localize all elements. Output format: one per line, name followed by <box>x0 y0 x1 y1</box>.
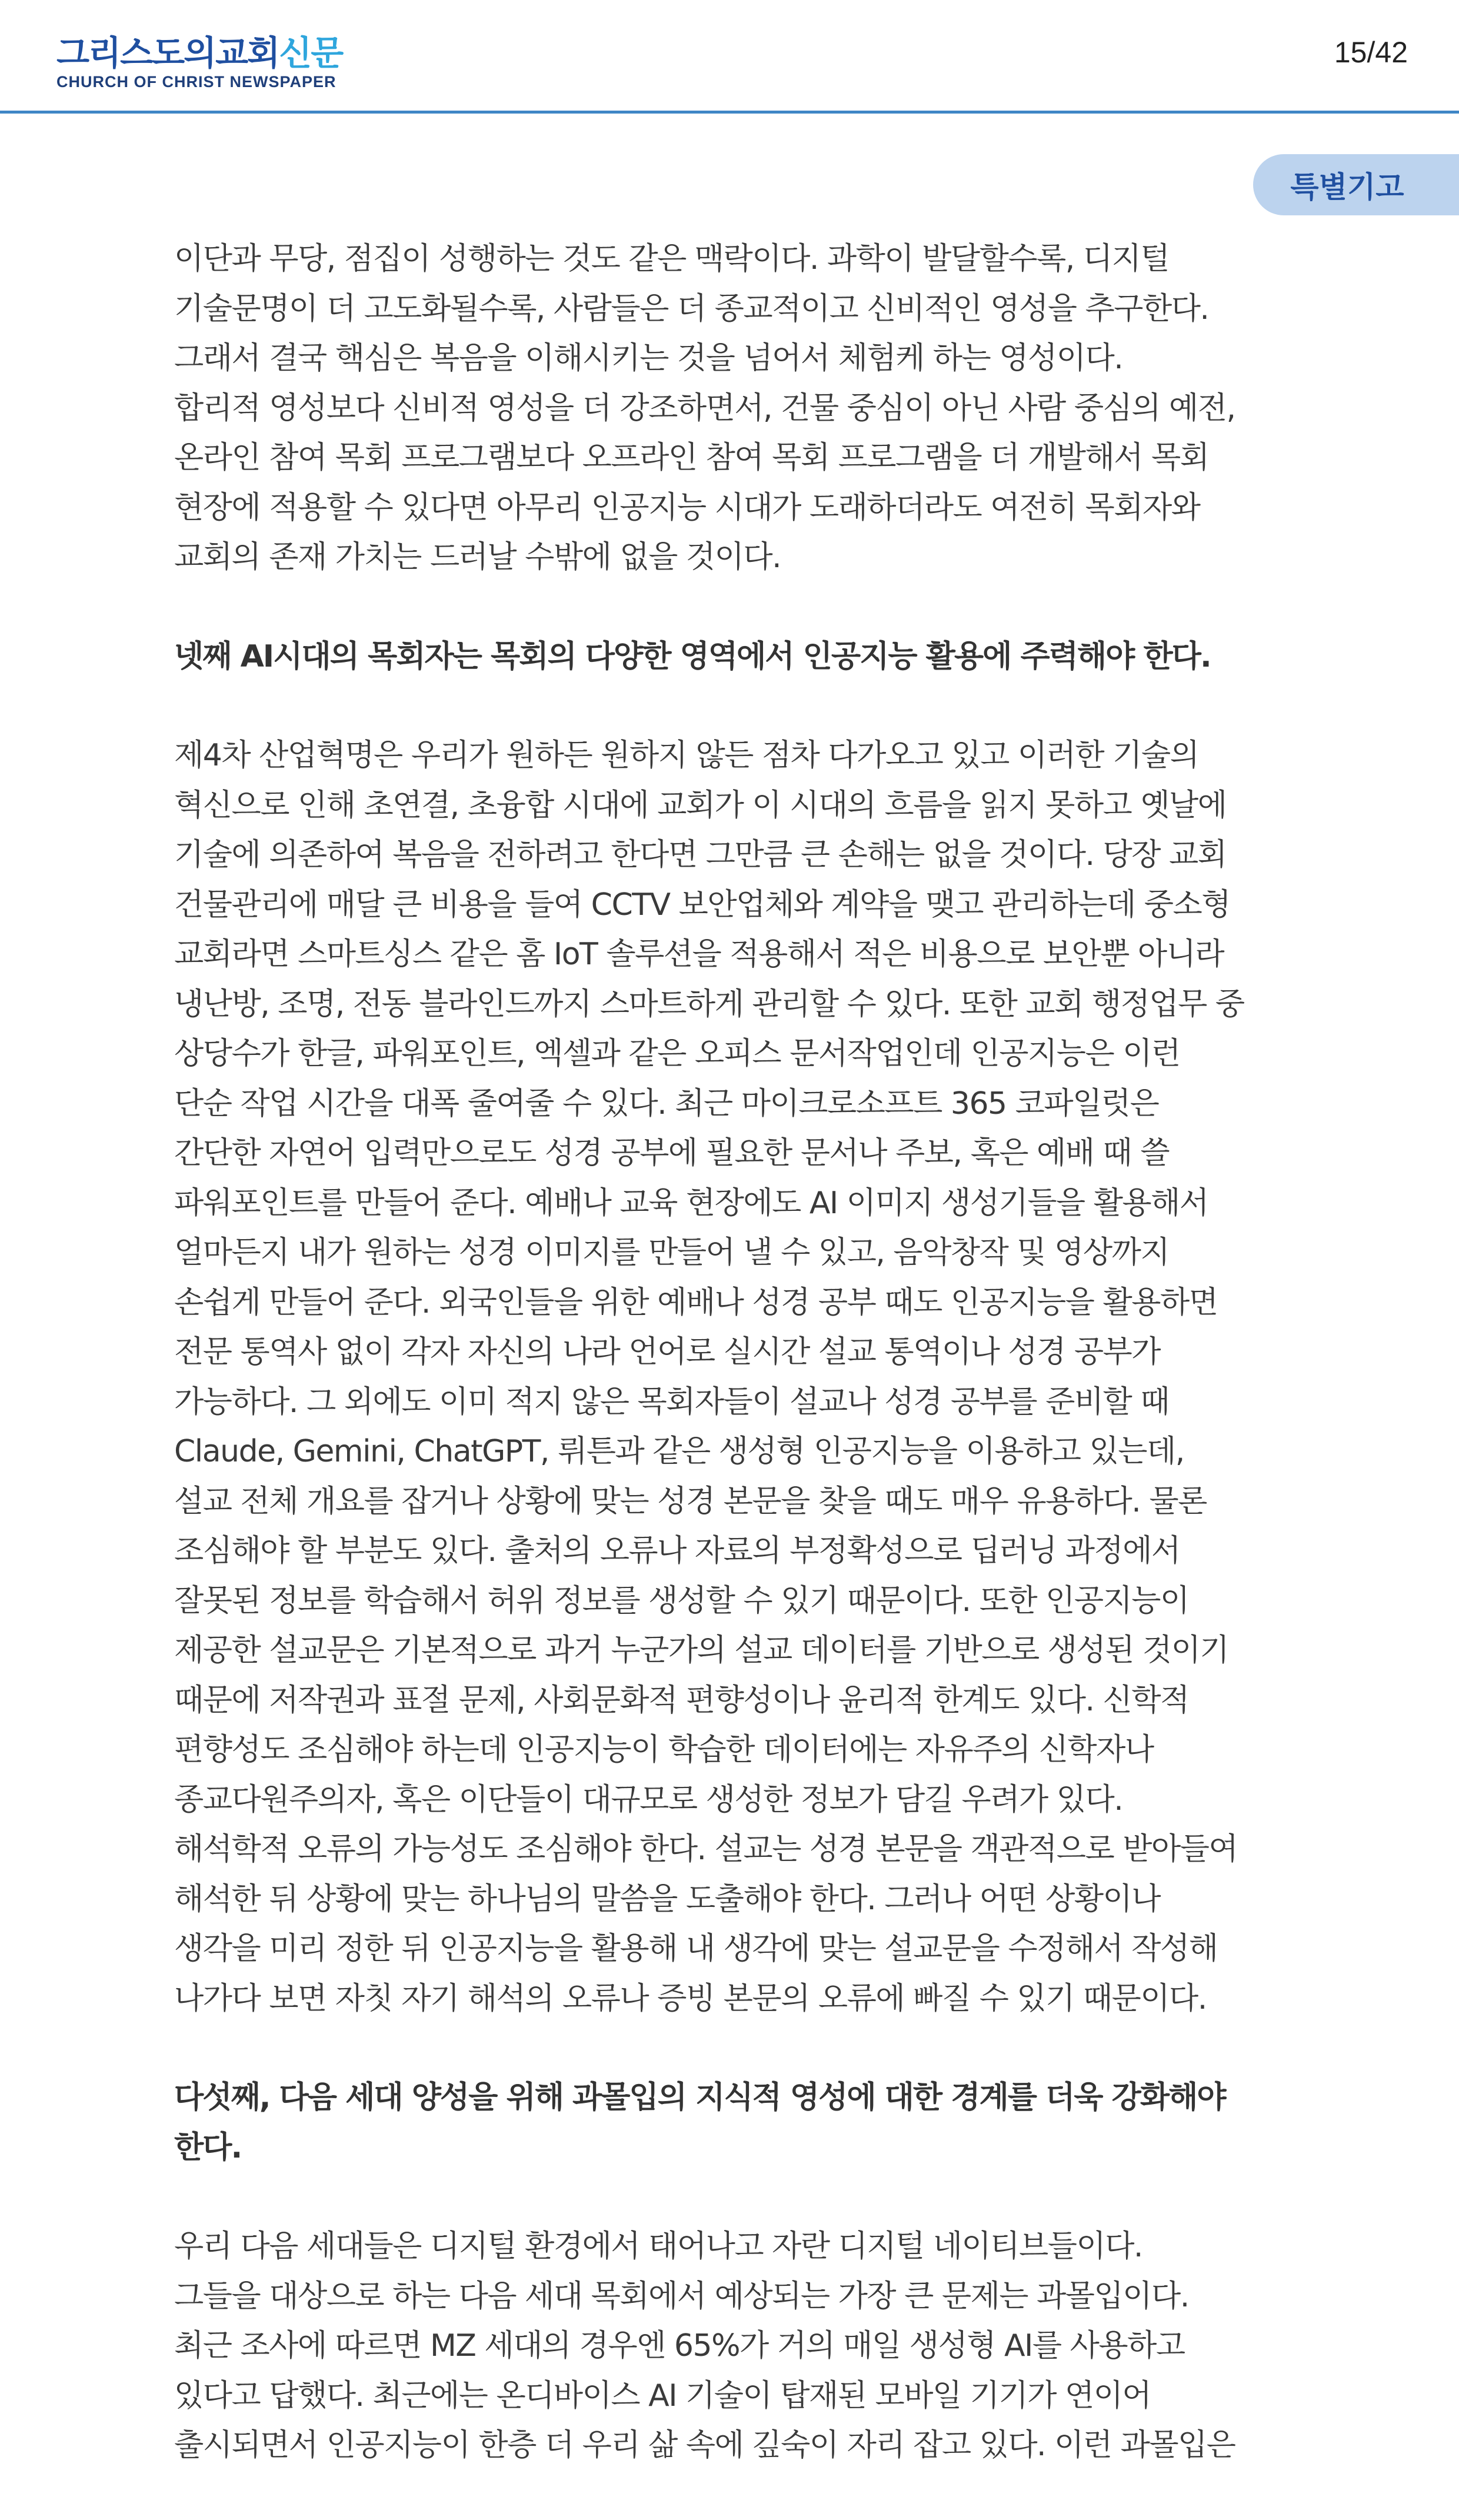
text-line: 혁신으로 인해 초연결, 초융합 시대에 교회가 이 시대의 흐름을 읽지 못하고 옛날에 <box>174 787 1227 823</box>
logo-accent-text: 신문 <box>279 33 343 73</box>
logo-english-title: CHURCH OF CHRIST NEWSPAPER <box>56 73 337 91</box>
text-line: 기술에 의존하여 복음을 전하려고 한다면 그만큼 큰 손해는 없을 것이다. 당장 교회 <box>174 837 1227 873</box>
text-line: 현장에 적용할 수 있다면 아무리 인공지능 시대가 도래하더라도 여전히 목회자와 <box>174 490 1200 525</box>
text-line: 그래서 결국 핵심은 복음을 이해시키는 것을 넘어서 체험케 하는 영성이다. <box>174 341 1123 376</box>
page-header <box>0 0 1459 114</box>
section-tag <box>1253 154 1459 215</box>
section-tag-label: 특별기고 <box>1290 170 1404 204</box>
text-line: 이단과 무당, 점집이 성행하는 것도 같은 맥락이다. 과학이 발달할수록, 디지털 <box>174 241 1170 277</box>
logo-main-text: 그리스도의교회 <box>56 33 279 73</box>
text-line: 온라인 참여 목회 프로그램보다 오프라인 참여 목회 프로그램을 더 개발해서 목회 <box>174 440 1209 475</box>
text-line: 최근 조사에 따르면 MZ 세대의 경우엔 65%가 거의 매일 생성형 AI를 사용하고 <box>174 2328 1185 2363</box>
text-line: 합리적 영성보다 신비적 영성을 더 강조하면서, 건물 중심이 아닌 사람 중심의 예전, <box>174 390 1235 426</box>
text-line: 그들을 대상으로 하는 다음 세대 목회에서 예상되는 가장 큰 문제는 과몰입이다. <box>174 2278 1189 2314</box>
text-line: 가능하다. 그 외에도 이미 적지 않은 목회자들이 설교나 성경 공부를 준비할 때 <box>174 1384 1170 1420</box>
body-paragraph <box>174 731 1321 2023</box>
text-line: 해석학적 오류의 가능성도 조심해야 한다. 설교는 성경 본문을 객관적으로 받아들여 <box>174 1832 1238 1867</box>
article-body <box>174 234 1321 2520</box>
text-line: 파워포인트를 만들어 준다. 예배나 교육 현장에도 AI 이미지 생성기들을 활용해서 <box>174 1185 1208 1221</box>
text-line: 한다. <box>174 2129 242 2165</box>
text-line: 교회라면 스마트싱스 같은 홈 IoT 솔루션을 적용해서 적은 비용으로 보안뿐 아니라 <box>174 937 1224 972</box>
text-line: 나가다 보면 자칫 자기 해석의 오류나 증빙 본문의 오류에 빠질 수 있기 때문이다. <box>174 1980 1207 2016</box>
section-heading <box>174 632 1321 682</box>
text-line: 전문 통역사 없이 각자 자신의 나라 언어로 실시간 설교 통역이나 성경 공부가 <box>174 1334 1161 1370</box>
text-line: 생각을 미리 정한 뒤 인공지능을 활용해 내 생각에 맞는 설교문을 수정해서 작성해 <box>174 1931 1218 1966</box>
text-line: 제공한 설교문은 기본적으로 과거 누군가의 설교 데이터를 기반으로 생성된 것이기 <box>174 1633 1229 1668</box>
body-paragraph <box>174 2222 1321 2471</box>
text-line: 교회의 존재 가치는 드러날 수밖에 없을 것이다. <box>174 540 781 575</box>
text-line: 우리 다음 세대들은 디지털 환경에서 태어나고 자란 디지털 네이티브들이다. <box>174 2229 1142 2264</box>
text-line: 건물관리에 매달 큰 비용을 들여 CCTV 보안업체와 계약을 맺고 관리하는데 중소형 <box>174 887 1230 923</box>
text-line: 넷째 AI시대의 목회자는 목회의 다양한 영역에서 인공지능 활용에 주력해야 한다. <box>174 638 1211 674</box>
text-line: 간단한 자연어 입력만으로도 성경 공부에 필요한 문서나 주보, 혹은 예배 때 쓸 <box>174 1136 1170 1171</box>
text-line: 있다고 답했다. 최근에는 온디바이스 AI 기술이 탑재된 모바일 기기가 연이어 <box>174 2378 1151 2414</box>
newspaper-logo <box>56 34 342 91</box>
text-line: 조심해야 할 부분도 있다. 출처의 오류나 자료의 부정확성으로 딥러닝 과정에서 <box>174 1533 1180 1569</box>
logo-korean-title <box>56 34 342 72</box>
text-line: 편향성도 조심해야 하는데 인공지능이 학습한 데이터에는 자유주의 신학자나 <box>174 1732 1154 1767</box>
text-line: 해석한 뒤 상황에 맞는 하나님의 말씀을 도출해야 한다. 그러나 어떤 상황이나 <box>174 1881 1161 1917</box>
text-line: 때문에 저작권과 표절 문제, 사회문화적 편향성이나 윤리적 한계도 있다. 신학적 <box>174 1682 1189 1718</box>
section-heading <box>174 2073 1321 2172</box>
text-line: 잘못된 정보를 학습해서 허위 정보를 생성할 수 있기 때문이다. 또한 인공지능이 <box>174 1583 1189 1619</box>
body-paragraph <box>174 234 1321 582</box>
page-number: 15/42 <box>1334 36 1408 69</box>
text-line: 손쉽게 만들어 준다. 외국인들을 위한 예배나 성경 공부 때도 인공지능을 활용하면 <box>174 1284 1218 1320</box>
text-line: 다섯째, 다음 세대 양성을 위해 과몰입의 지식적 영성에 대한 경계를 더욱 강화해야 <box>174 2080 1225 2115</box>
text-line: Claude, Gemini, ChatGPT, 뤼튼과 같은 생성형 인공지능을 이용하고 있는데, <box>174 1434 1184 1469</box>
text-line: 단순 작업 시간을 대폭 줄여줄 수 있다. 최근 마이크로소프트 365 코파일럿은 <box>174 1086 1159 1121</box>
text-line: 종교다원주의자, 혹은 이단들이 대규모로 생성한 정보가 담길 우려가 있다. <box>174 1782 1123 1817</box>
text-line: 기술문명이 더 고도화될수록, 사람들은 더 종교적이고 신비적인 영성을 추구한다. <box>174 291 1209 327</box>
text-line: 상당수가 한글, 파워포인트, 엑셀과 같은 오피스 문서작업인데 인공지능은 이런 <box>174 1036 1180 1071</box>
text-line: 냉난방, 조명, 전동 블라인드까지 스마트하게 관리할 수 있다. 또한 교회 행정업무 중 <box>174 986 1244 1022</box>
text-line: 설교 전체 개요를 잡거나 상황에 맞는 성경 본문을 찾을 때도 매우 유용하다. 물론 <box>174 1483 1207 1519</box>
text-line: 제4차 산업혁명은 우리가 원하든 원하지 않든 점차 다가오고 있고 이러한 기술의 <box>174 738 1199 773</box>
text-line: 출시되면서 인공지능이 한층 더 우리 삶 속에 깊숙이 자리 잡고 있다. 이런 과몰입은 <box>174 2428 1235 2463</box>
text-line: 얼마든지 내가 원하는 성경 이미지를 만들어 낼 수 있고, 음악창작 및 영상까지 <box>174 1235 1170 1270</box>
